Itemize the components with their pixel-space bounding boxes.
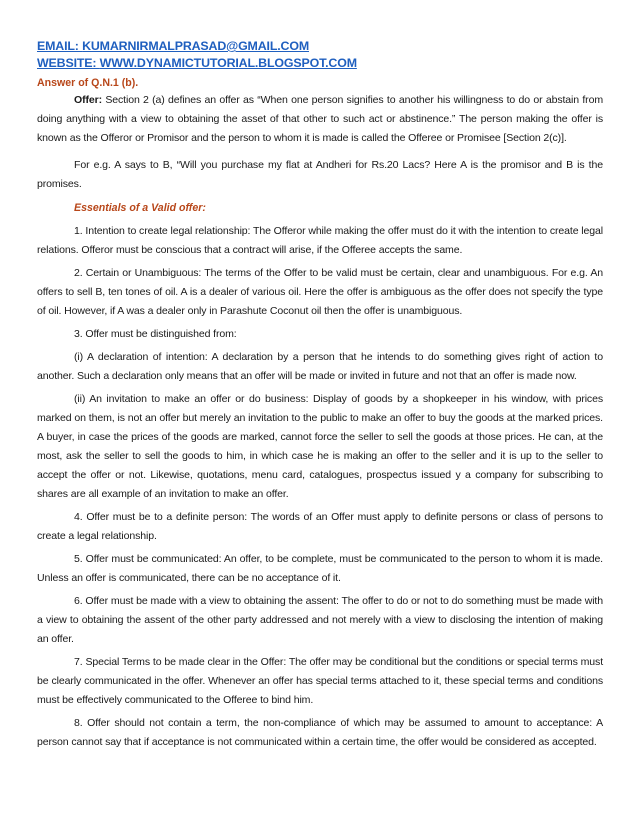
point-5-text: 5. Offer must be communicated: An offer, to be complete, must be communicated to the person to whom it is made. Unless an offer is communicated, there can be no acceptance of it. xyxy=(37,553,603,584)
email-line[interactable] xyxy=(37,38,603,55)
offer-lead: Offer: xyxy=(74,94,102,106)
point-1-text: 1. Intention to create legal relationship: The Offeror while making the offer must do it with the intention to create legal relations. Offeror must be conscious that a contract will arise, if the Offeree accepts the same. xyxy=(37,225,603,256)
point-paragraph xyxy=(37,653,603,710)
website-label: WEBSITE: xyxy=(37,56,100,70)
offer-definition-paragraph xyxy=(37,91,603,148)
point-8-text: 8. Offer should not contain a term, the non-compliance of which may be assumed to amount to acceptance: A person cannot say that if acceptance is not communicated within a certain time, the offer would be considered as accepted. xyxy=(37,717,603,748)
point-paragraph xyxy=(37,550,603,588)
point-3i-text: (i) A declaration of intention: A declaration by a person that he intends to do something gives right of action to another. Such a declaration only means that an offer will be made or invited in future and not that an offer is made now. xyxy=(37,351,603,382)
point-paragraph xyxy=(37,390,603,504)
point-3-text: 3. Offer must be distinguished from: xyxy=(74,328,237,340)
point-paragraph xyxy=(37,714,603,752)
email-label: EMAIL: xyxy=(37,39,83,53)
point-paragraph xyxy=(37,592,603,649)
point-2-text: 2. Certain or Unambiguous: The terms of the Offer to be valid must be certain, clear and unambiguous. For e.g. An offers to sell B, ten tones of oil. A is a dealer of various oil. Here the offer is ambiguous as the offer does not specify the type of oil. However, if A was a dealer only in Parashute Coconut oil then the offer is unambiguous. xyxy=(37,267,603,317)
example-paragraph xyxy=(37,156,603,194)
point-paragraph xyxy=(37,325,603,344)
point-paragraph xyxy=(37,222,603,260)
point-paragraph xyxy=(37,348,603,386)
email-link[interactable]: KUMARNIRMALPRASAD@GMAIL.COM xyxy=(82,39,309,53)
example-text: For e.g. A says to B, “Will you purchase my flat at Andheri for Rs.20 Lacs? Here A is the promisor and B is the promises. xyxy=(37,159,603,190)
point-paragraph xyxy=(37,508,603,546)
website-link[interactable]: WWW.DYNAMICTUTORIAL.BLOGSPOT.COM xyxy=(99,56,357,70)
point-3ii-text: (ii) An invitation to make an offer or do business: Display of goods by a shopkeeper in his window, with prices marked on them, is not an offer but merely an invitation to the public to make an offer to buy the goods at the marked prices. A buyer, in case the prices of the goods are marked, cannot force the seller to sell the goods at those prices. He can, at the most, ask the seller to sell the goods to him, in which case he is making an offer to the seller and it is up to the seller to accept the offer or not. Likewise, quotations, menu card, catalogues, prospectus issued y a company for subscribing to shares are all example of an invitation to make an offer. xyxy=(37,393,603,500)
point-6-text: 6. Offer must be made with a view to obtaining the assent: The offer to do or not to do something must be made with a view to obtaining the assent of the other party addressed and not merely with a view to disclosing the intention of making an offer. xyxy=(37,595,603,645)
essentials-heading: Essentials of a Valid offer: xyxy=(74,202,206,214)
point-7-text: 7. Special Terms to be made clear in the Offer: The offer may be conditional but the conditions or special terms must be clearly communicated in the offer. Whenever an offer has special terms attached to it, these special terms and conditions must be effectively communicated to the Offeree to bind him. xyxy=(37,656,603,706)
point-paragraph xyxy=(37,264,603,321)
website-line[interactable] xyxy=(37,55,603,72)
answer-heading: Answer of Q.N.1 (b). xyxy=(37,77,139,89)
document-page xyxy=(37,38,603,752)
offer-text: Section 2 (a) defines an offer as “When one person signifies to another his willingness to do or abstain from doing anything with a view to obtaining the asset of that other to such act or abstinence.” The person making the offer is known as the Offeror or Promisor and the person to whom it is made is called the Offeree or Promisee [Section 2(c)]. xyxy=(37,94,603,144)
point-4-text: 4. Offer must be to a definite person: The words of an Offer must apply to definite persons or class of persons to create a legal relationship. xyxy=(37,511,603,542)
